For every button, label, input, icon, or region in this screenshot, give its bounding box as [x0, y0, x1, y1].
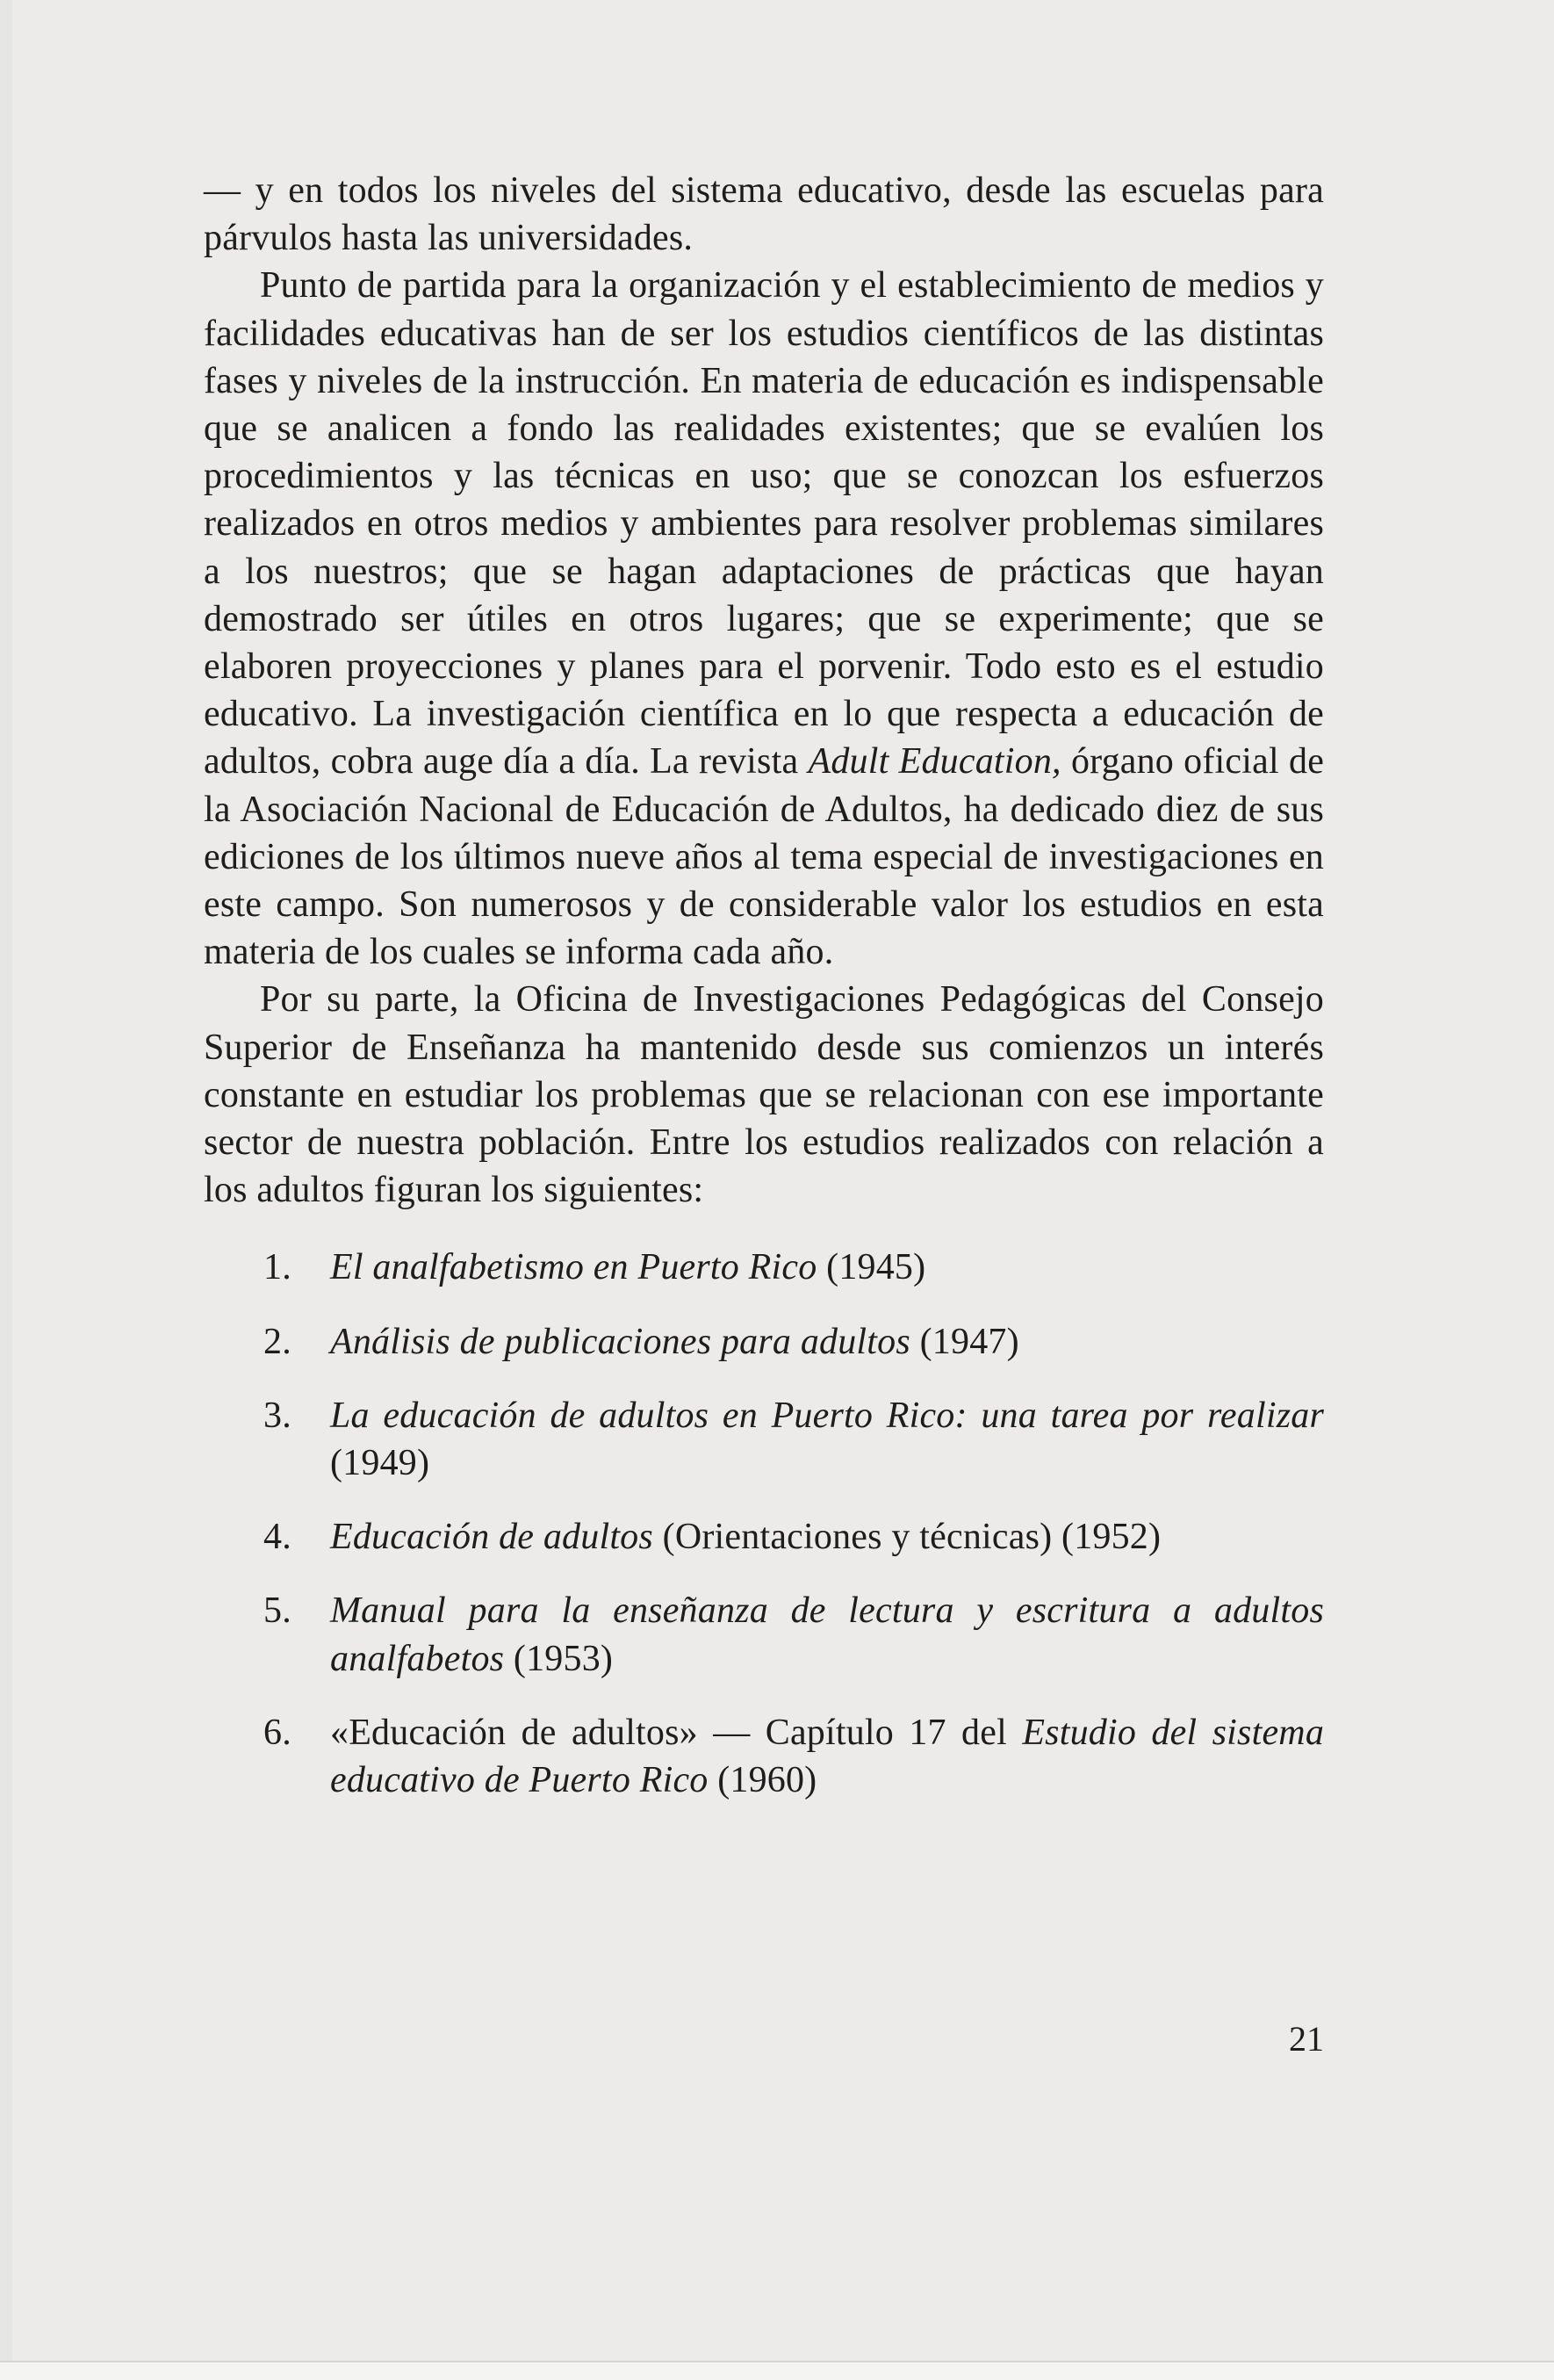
list-item-number: 4. — [263, 1517, 291, 1558]
study-year: (1949) — [330, 1443, 430, 1484]
paragraph-research — [204, 262, 1324, 976]
list-item — [204, 1709, 1324, 1804]
list-item — [204, 1244, 1324, 1291]
study-year: (1953) — [513, 1638, 614, 1679]
study-year: (1960) — [717, 1760, 817, 1801]
study-year: (1947) — [919, 1321, 1019, 1362]
paragraph-office: Por su parte, la Oficina de Investigaciones Pedagógicas del Consejo Superior de Enseñanza ha mantenido desde sus comienzos un interés constante en estudiar los problemas que se relacionan con ese importante sector de nuestra población. Entre los estudios realizados con relación a los adultos figuran los siguientes: — [204, 979, 1324, 1211]
study-title: Análisis de publicaciones para adultos — [330, 1321, 910, 1362]
studies-list — [204, 1244, 1324, 1804]
paragraph-research-text: Punto de partida para la organización y el establecimiento de medios y facilidades educativas han de ser los estudios científicos de las distintas fases y niveles de la instrucción. En materia de educación es indispensable que se analicen a fondo las realidades existentes; que se evalúen los procedimientos y las técnicas en uso; que se conozcan los esfuerzos realizados en otros medios y ambientes para resolver problemas similares a los nuestros; que se hagan adaptaciones de prácticas que hayan demostrado ser útiles en otros lugares; que se experimente; que se elaboren proyecciones y planes para el porvenir. Todo esto es el estudio educativo. La investigación científica en lo que respecta a educación de adultos, cobra auge día a día. La revista — [204, 265, 1324, 783]
list-item-number: 5. — [263, 1590, 291, 1632]
study-title: Educación de adultos — [330, 1517, 653, 1558]
study-title: Manual para la enseñanza de lectura y escritura a adultos analfabetos — [330, 1590, 1324, 1679]
list-item-number: 3. — [263, 1395, 291, 1436]
study-year: (1945) — [826, 1247, 926, 1288]
study-title: El analfabetismo en Puerto Rico — [330, 1247, 817, 1288]
study-lead: «Educación de adultos» — Capítulo 17 del — [330, 1712, 1007, 1753]
paragraph-continuation: — y en todos los niveles del sistema educativo, desde las escuelas para párvulos hasta las universidades. — [204, 170, 1324, 259]
study-subtitle: (Orientaciones y técnicas) — [662, 1517, 1053, 1558]
list-item — [204, 1318, 1324, 1366]
journal-title: Adult Education, — [808, 741, 1061, 783]
list-item — [204, 1587, 1324, 1682]
study-title: Estudio del sistema educativo de Puerto Rico — [330, 1712, 1325, 1801]
page-number: 21 — [1289, 2019, 1324, 2059]
list-item-number: 6. — [263, 1712, 291, 1753]
paragraph-research-tail: órgano oficial de la Asociación Nacional de Educación de Adultos, ha dedicado diez de sus ediciones de los últimos nueve años al tema especial de investigaciones en este campo. Son numerosos y de considerable valor los estudios en esta materia de los cuales se informa cada año. — [204, 741, 1325, 973]
list-item — [204, 1513, 1324, 1561]
list-item-number: 2. — [263, 1321, 291, 1362]
list-item — [204, 1392, 1324, 1487]
body-text — [204, 167, 1324, 1830]
page-bottom-edge — [0, 2361, 1554, 2380]
study-year: (1952) — [1061, 1517, 1162, 1558]
study-title: La educación de adultos en Puerto Rico: una tarea por realizar — [330, 1395, 1324, 1436]
list-item-number: 1. — [263, 1247, 291, 1288]
